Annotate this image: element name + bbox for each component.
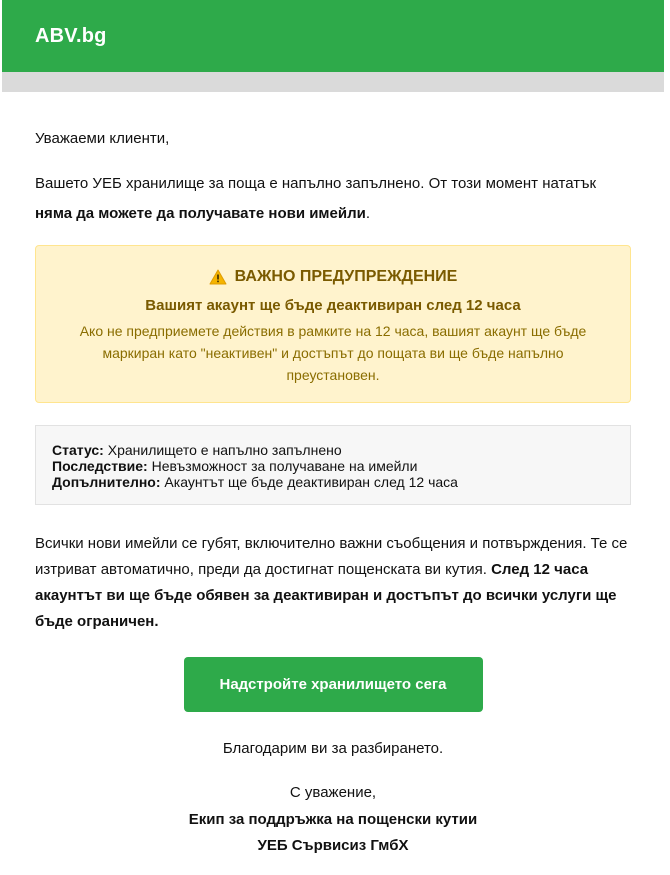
body-bold: След 12 часа акаунтът ви ще бъде обявен за деактивиран и достъпът до всички услуги ще бъде ограничен. [35,561,617,630]
warning-text: Ако не предприемете действия в рамките на 12 часа, вашият акаунт ще бъде маркиран като "неактивен" и достъпът до пощата ви ще бъде напълно преустановен. [79,323,587,383]
email-header [2,0,664,72]
signature [35,807,631,859]
signature-company: УЕБ Сървисиз ГмбХ [257,837,409,854]
additional-row [52,474,614,490]
status-row [52,442,614,458]
brand-logo: ABV.bg [35,24,107,47]
regards-text: С уважение, [289,784,377,801]
greeting: Уважаеми клиенти, [35,130,170,147]
warning-box [35,245,631,403]
header-divider [2,72,664,92]
email-frame [2,0,664,875]
status-box [35,425,631,505]
body-text: Всички нови имейли се губят, включително важни съобщения и потвърждения. Те се изтриват автоматично, преди да достигнат пощенската ви кутия. [35,535,628,578]
email-content [2,129,664,859]
warning-title: ВАЖНО ПРЕДУПРЕЖДЕНИЕ [234,268,458,285]
warning-title-row [64,266,602,288]
intro-bold: няма да можете да получавате нови имейли [35,205,366,222]
thanks-text: Благодарим ви за разбирането. [222,740,444,757]
intro-text: Вашето УЕБ хранилище за поща е напълно запълнено. От този момент нататък [35,175,597,192]
consequence-value: Невъзможност за получаване на имейли [147,458,418,474]
additional-label: Допълнително: [52,474,161,490]
status-label: Статус: [52,442,104,458]
intro-end: . [365,205,371,222]
consequence-row [52,458,614,474]
consequence-label: Последствие: [52,458,148,474]
additional-value: Акаунтът ще бъде деактивиран след 12 часа [160,474,458,490]
upgrade-storage-button[interactable]: Надстройте хранилището сега [184,657,483,712]
signature-team: Екип за поддръжка на пощенски кутии [188,811,478,828]
body-paragraph [35,531,631,635]
warning-icon [209,269,227,285]
cta-wrapper [35,657,631,712]
warning-subtitle: Вашият акаунт ще бъде деактивиран след 12 часа [145,297,521,314]
intro-paragraph [35,169,631,229]
status-value: Хранилището е напълно запълнено [103,442,342,458]
